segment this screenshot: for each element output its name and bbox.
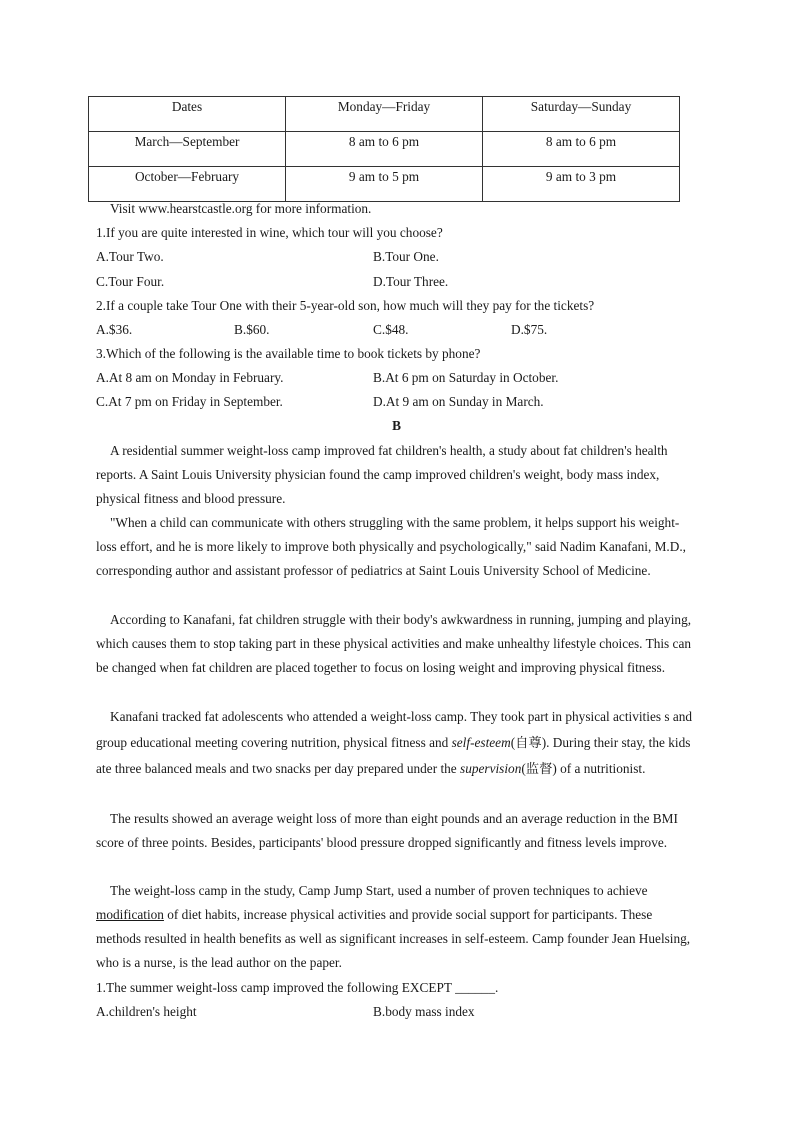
- answer-option: D.$75.: [511, 322, 548, 337]
- paragraph-text: The weight-loss camp in the study, Camp Jump Start, used a number of proven techniques to achieve: [110, 883, 648, 898]
- answer-option: B.$60.: [234, 322, 270, 337]
- term-self-esteem: self-esteem: [451, 735, 511, 750]
- paragraph: The results showed an average weight loss of more than eight pounds and an average reduction in the BMI score of three points. Besides, participants' blood pressure dropped significantly and fitness levels improve.: [96, 811, 678, 850]
- underlined-word: modification: [96, 907, 164, 922]
- answer-option: D.Tour Three.: [373, 274, 449, 289]
- table-cell: 9 am to 5 pm: [286, 167, 483, 202]
- table-header-cell: Saturday—Sunday: [483, 97, 680, 132]
- paragraph: [96, 879, 696, 975]
- paragraph: A residential summer weight-loss camp improved fat children's health, a study about fat children's health reports. A Saint Louis University physician found the camp improved children's weight, body mass index, physical fitness and blood pressure.: [96, 443, 668, 506]
- table-cell: 8 am to 6 pm: [483, 132, 680, 167]
- chinese-gloss: (监督): [521, 761, 557, 776]
- table-cell: 9 am to 3 pm: [483, 167, 680, 202]
- paragraph-text: of diet habits, increase physical activities and provide social support for participants. These methods resulted in health benefits as well as significant increases in self-esteem. Camp founder Jean Huelsing, who is a nurse, is the lead author on the paper.: [96, 907, 691, 970]
- answer-option: A.At 8 am on Monday in February.: [96, 370, 284, 385]
- table-header-cell: Dates: [89, 97, 286, 132]
- paragraph-text: Kanafani tracked fat adolescents who attended a weight-loss camp. They took part in physical activities s and group educational meeting covering nutrition, physical fitness and: [96, 709, 693, 750]
- answer-option: B.At 6 pm on Saturday in October.: [373, 370, 559, 385]
- table-cell: October—February: [89, 167, 286, 202]
- answer-option: C.$48.: [373, 322, 409, 337]
- paragraph: [96, 704, 696, 782]
- question-text: 1.If you are quite interested in wine, which tour will you choose?: [96, 225, 443, 240]
- paragraph: "When a child can communicate with others struggling with the same problem, it helps support his weight-loss effort, and he is more likely to improve both physically and psychologically," said Nadim Kanafani, M.D., corresponding author and assistant professor of pediatrics at Saint Louis University School of Medicine.: [96, 515, 687, 578]
- chinese-gloss: (自尊): [510, 735, 547, 750]
- answer-option: C.At 7 pm on Friday in September.: [96, 394, 283, 409]
- question-text: 3.Which of the following is the available time to book tickets by phone?: [96, 346, 481, 361]
- answer-option: B.Tour One.: [373, 249, 439, 264]
- answer-option: D.At 9 am on Sunday in March.: [373, 394, 544, 409]
- answer-option: A.children's height: [96, 1004, 197, 1019]
- table-cell: March—September: [89, 132, 286, 167]
- question-text: 1.The summer weight-loss camp improved the following EXCEPT ______.: [96, 980, 499, 995]
- table-row: [89, 132, 680, 167]
- table-header-row: [89, 97, 680, 132]
- answer-option: C.Tour Four.: [96, 274, 165, 289]
- table-cell: 8 am to 6 pm: [286, 132, 483, 167]
- table-header-cell: Monday—Friday: [286, 97, 483, 132]
- section-heading: B: [392, 418, 401, 433]
- paragraph-text: . During their stay, the kids ate three balanced meals and two snacks per day prepared under the: [96, 735, 691, 776]
- paragraph-text: of a nutritionist.: [556, 761, 646, 776]
- answer-option: A.Tour Two.: [96, 249, 164, 264]
- answer-option: A.$36.: [96, 322, 133, 337]
- term-supervision: supervision: [460, 761, 522, 776]
- table-row: [89, 167, 680, 202]
- paragraph: According to Kanafani, fat children struggle with their body's awkwardness in running, jumping and playing, which causes them to stop taking part in these physical activities and make unhealthy lifestyle choices. This can be changed when fat children are placed together to focus on losing weight and improving physical fitness.: [96, 612, 692, 675]
- visit-note: Visit www.hearstcastle.org for more information.: [110, 201, 372, 216]
- answer-option: B.body mass index: [373, 1004, 475, 1019]
- schedule-table: [88, 96, 680, 202]
- question-text: 2.If a couple take Tour One with their 5-year-old son, how much will they pay for the tickets?: [96, 298, 595, 313]
